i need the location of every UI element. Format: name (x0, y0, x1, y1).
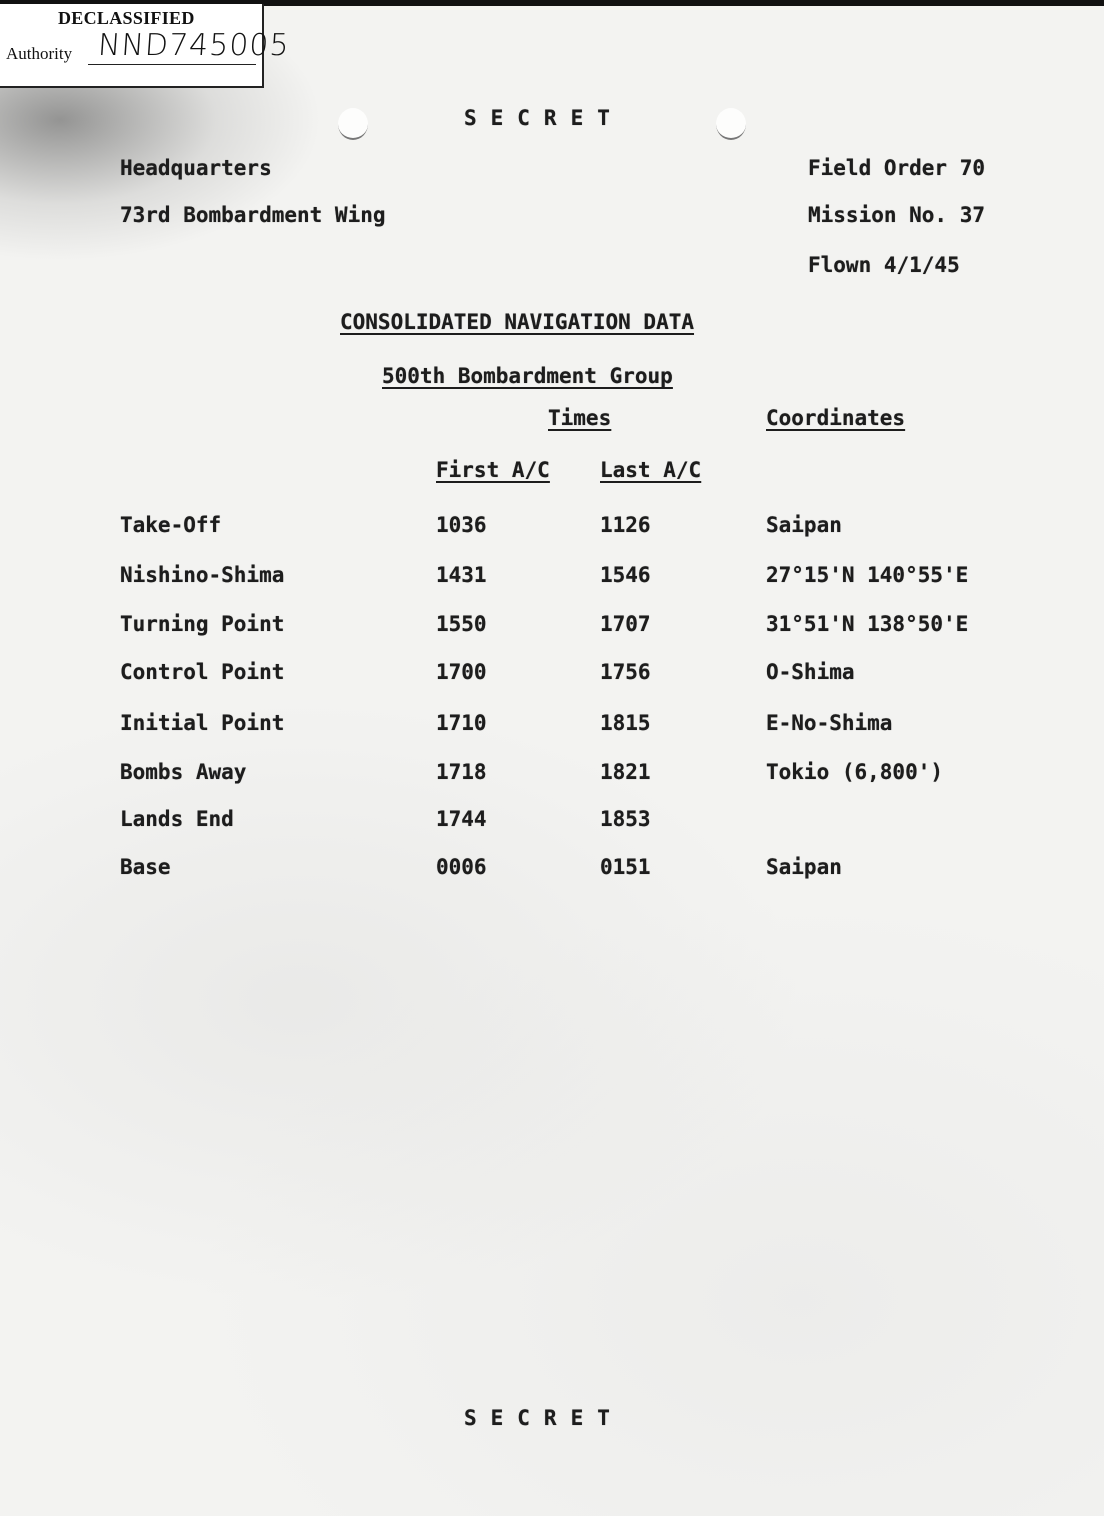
row-last-time: 0151 (600, 855, 651, 879)
row-point: Take-Off (120, 513, 222, 537)
row-coordinates: E-No-Shima (766, 711, 893, 735)
document-subtitle: 500th Bombardment Group (382, 364, 673, 388)
column-header-coordinates: Coordinates (766, 406, 906, 430)
column-header-last-ac: Last A/C (600, 458, 702, 482)
row-first-time: 1744 (436, 807, 487, 831)
row-last-time: 1853 (600, 807, 651, 831)
header-field-order: Field Order 70 (808, 156, 986, 180)
row-last-time: 1707 (600, 612, 651, 636)
row-last-time: 1126 (600, 513, 651, 537)
header-mission: Mission No. 37 (808, 203, 986, 227)
classification-bottom: SECRET (464, 1406, 624, 1430)
row-first-time: 1710 (436, 711, 487, 735)
header-flown: Flown 4/1/45 (808, 253, 960, 277)
column-header-times: Times (548, 406, 612, 430)
row-point: Base (120, 855, 171, 879)
classification-top: SECRET (464, 106, 624, 130)
row-last-time: 1815 (600, 711, 651, 735)
row-last-time: 1546 (600, 563, 651, 587)
header-headquarters: Headquarters (120, 156, 272, 180)
punch-hole-right (716, 108, 746, 140)
row-first-time: 0006 (436, 855, 487, 879)
row-point: Lands End (120, 807, 234, 831)
stamp-authority-label: Authority (6, 44, 73, 63)
stamp-title: DECLASSIFIED (58, 8, 195, 28)
row-last-time: 1821 (600, 760, 651, 784)
row-point: Turning Point (120, 612, 285, 636)
row-last-time: 1756 (600, 660, 651, 684)
row-coordinates: 31°51'N 138°50'E (766, 612, 969, 636)
row-point: Bombs Away (120, 760, 247, 784)
row-point: Nishino-Shima (120, 563, 285, 587)
row-coordinates: Saipan (766, 513, 842, 537)
row-first-time: 1036 (436, 513, 487, 537)
header-wing: 73rd Bombardment Wing (120, 203, 386, 227)
row-first-time: 1431 (436, 563, 487, 587)
row-point: Initial Point (120, 711, 285, 735)
row-point: Control Point (120, 660, 285, 684)
document-title: CONSOLIDATED NAVIGATION DATA (340, 310, 695, 334)
row-coordinates: 27°15'N 140°55'E (766, 563, 969, 587)
row-first-time: 1718 (436, 760, 487, 784)
column-header-first-ac: First A/C (436, 458, 550, 482)
declassified-stamp (0, 4, 291, 88)
row-first-time: 1700 (436, 660, 487, 684)
stamp-signature-line (88, 64, 256, 65)
punch-hole-left (338, 108, 368, 140)
row-coordinates: O-Shima (766, 660, 855, 684)
row-coordinates: Tokio (6,800') (766, 760, 944, 784)
stamp-authority-value: NND745005 (96, 28, 291, 63)
row-first-time: 1550 (436, 612, 487, 636)
row-coordinates: Saipan (766, 855, 842, 879)
